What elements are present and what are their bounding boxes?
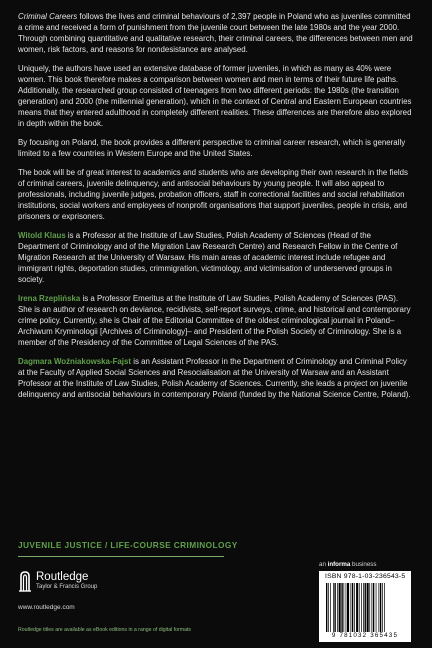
barcode-bar [351, 583, 352, 632]
informa-brand: informa [327, 561, 351, 568]
informa-suffix: business [350, 561, 377, 568]
barcode-bar [346, 583, 347, 632]
barcode-bar [367, 583, 369, 632]
barcode-bar [328, 583, 329, 632]
publisher-url[interactable]: www.routledge.com [18, 604, 75, 611]
barcode-bar [356, 583, 358, 632]
barcode-bar [333, 583, 334, 632]
barcode-bar [379, 583, 380, 632]
publisher-subtitle: Taylor & Francis Group [36, 584, 98, 590]
barcode-bar [326, 583, 327, 632]
publisher-text [36, 571, 97, 591]
divider [18, 556, 224, 557]
ebook-note: Routledge titles are available as eBook editions in a range of digital formats [18, 627, 192, 633]
author-name: Irena Rzeplińska [18, 293, 81, 303]
author-bio [18, 357, 414, 401]
barcode-bar [373, 583, 374, 632]
description-paragraph-2: Uniquely, the authors have used an extensive database of former juveniles, in which as many as 40% were women. This book therefore makes a comparison between women and men in terms of their future life paths. Additionally, the researched group consisted of teenagers from two different periods: the 1980s (the transition generation) and 2000 (the millennial generation), which in the context of Central and Eastern European countries means that they entered adulthood in completely different realities. These differences are therefore also explored in depth within the book. [18, 64, 412, 128]
author-bio [18, 294, 414, 349]
barcode-bar [369, 583, 370, 632]
description-text: follows the lives and criminal behaviours of 2,397 people in Poland who as juveniles committed a crime and received a form of punishment from the juvenile court between the late 1980s and the year 2000. Through combining quantitative and qualitative research, their criminal careers, the differences between men and women, risk factors, and reasons for nondesistance are analysed. [18, 12, 413, 54]
barcode-bar [330, 583, 331, 632]
publisher-name: Routledge [36, 571, 89, 583]
barcode-bar [344, 583, 345, 632]
publisher-logo-row [18, 570, 97, 592]
isbn-barcode [319, 571, 411, 642]
barcode-bar [352, 583, 353, 632]
informa-prefix: an [319, 561, 328, 568]
author-name: Witold Klaus [18, 230, 66, 240]
barcode-bar [380, 583, 381, 632]
informa-business-label [319, 561, 376, 568]
barcode-number: 9 781032 365435 [331, 632, 399, 639]
barcode-bar [372, 583, 373, 632]
barcode-bar [384, 583, 385, 632]
routledge-logo-icon [18, 570, 32, 592]
barcode-bar [382, 583, 383, 632]
barcode-bar [334, 583, 335, 632]
barcode-bar [354, 583, 355, 632]
author-name: Dagmara Woźniakowska-Fajst [18, 356, 131, 366]
barcode-bar [361, 583, 362, 632]
series-label: JUVENILE JUSTICE / LIFE-COURSE CRIMINOLOGY [18, 540, 238, 550]
barcode-bar [341, 583, 342, 632]
back-cover-text [18, 12, 414, 409]
barcode-bar [339, 583, 341, 632]
barcode-bar [363, 583, 364, 632]
barcode-bar [359, 583, 360, 632]
author-bio-text: is a Professor Emeritus at the Institute of Law Studies, Polish Academy of Sciences (PAS). She is an author of research on deviance, recidivists, self-report surveys, crime, and historical and contemporary crime policy. Currently, she is Chair of the Editorial Committee of the oldest criminological journal in Poland–Archiwum Kryminologii [Archives of Criminology]– and President of the Polish Society of Criminology. She is a member of the Presidency of the Committee of Legal Sciences of the PAS. [18, 293, 411, 347]
barcode-bar [376, 583, 377, 632]
barcode-bars [325, 583, 407, 632]
barcode-bar [347, 583, 349, 632]
description-paragraph-1 [18, 12, 414, 56]
author-bio-text: is an Assistant Professor in the Department of Criminology and Criminal Policy at the Faculty of Applied Social Sciences and Resocialisation at the University of Warsaw and an Assistant Professor at the Institute of Law Studies, Polish Academy of Sciences. Currently, she leads a project on juvenile delinquency and antisocial behaviours in contemporary Poland (funded by the National Science Centre, Poland). [18, 356, 411, 399]
isbn-label: ISBN 978-1-03-236543-5 [325, 573, 406, 580]
publisher-logo [18, 570, 97, 592]
barcode-bar [337, 583, 338, 632]
author-bio [18, 231, 414, 286]
description-paragraph-4: The book will be of great interest to academics and students who are developing their own research in the fields of criminal careers, juvenile delinquency, and antisocial behaviours by young people. It will also appeal to professionals, including juvenile judges, probation officers, staff in correctional facilities and social rehabilitation institutions, social workers and employees of nonprofit organisations that support juveniles, people in crisis, and prisoners or exprisoners. [18, 168, 408, 221]
description-paragraph-3: By focusing on Poland, the book provides a different perspective to criminal career research, which is generally limited to a few countries in Western Europe and the United States. [18, 137, 406, 158]
author-bio-text: is a Professor at the Institute of Law Studies, Polish Academy of Sciences (Head of the Department of Criminology and of the Migration Law Research Centre) and Research Fellow in the Centre of Migration Research at the University of Warsaw. His main areas of academic interest include refugee and immigrant rights, deportation studies, crimmigration, victimology, and victimisation of underserved groups in society. [18, 230, 398, 284]
barcode-bar [365, 583, 366, 632]
book-title: Criminal Careers [18, 12, 78, 21]
